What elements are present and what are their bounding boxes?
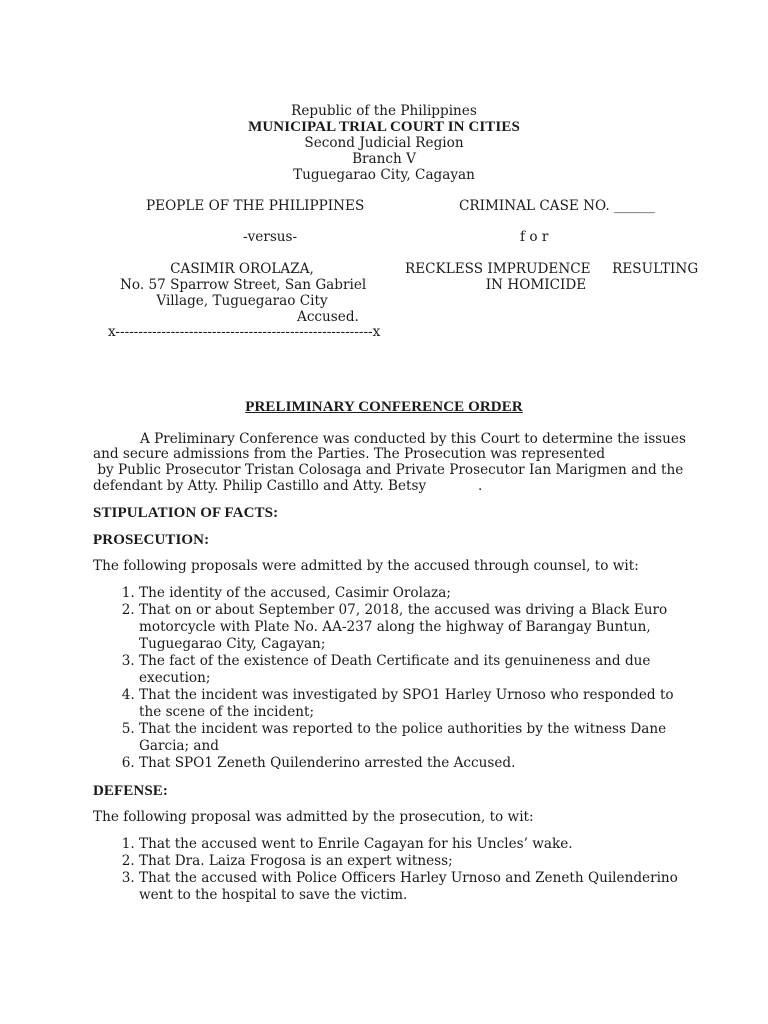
header-court: MUNICIPAL TRIAL COURT IN CITIES (248, 119, 520, 135)
header-branch: Branch V (352, 151, 416, 167)
list-item: 5. That the incident was reported to the police authorities by the witness Dane Garcia; and (139, 721, 699, 755)
order-title: PRELIMINARY CONFERENCE ORDER (245, 399, 523, 415)
versus-label: -versus- (243, 229, 298, 245)
list-item: 3. That the accused with Police Officers Harley Urnoso and Zeneth Quilenderino went to the hospital to save the victim. (139, 870, 699, 904)
accused-name: CASIMIR OROLAZA, (170, 261, 314, 277)
defense-list (93, 836, 699, 904)
caption-separator: x--------------------------------------------------------x (108, 324, 381, 340)
offense-line2: IN HOMICIDE (485, 277, 587, 293)
list-item: 1. The identity of the accused, Casimir Orolaza; (139, 585, 699, 602)
defense-heading: DEFENSE: (93, 783, 168, 799)
list-item: 2. That Dra. Laiza Frogosa is an expert witness; (139, 853, 699, 870)
header-region: Second Judicial Region (304, 135, 464, 151)
list-item: 4. That the incident was investigated by SPO1 Harley Urnoso who responded to the scene of the incident; (139, 687, 699, 721)
list-item: 1. That the accused went to Enrile Cagayan for his Uncles’ wake. (139, 836, 699, 853)
intro-line-4: defendant by Atty. Philip Castillo and Atty. Betsy . (93, 478, 483, 494)
stipulation-heading: STIPULATION OF FACTS: (93, 505, 279, 521)
list-item: 2. That on or about September 07, 2018, the accused was driving a Black Euro motorcycle with Plate No. AA-237 along the highway of Barangay Buntun, Tuguegarao City, Cagayan; (139, 602, 699, 653)
intro-line-2: and secure admissions from the Parties. The Prosecution was represented (93, 446, 606, 462)
prosecution-list (93, 585, 699, 772)
intro-line-3: by Public Prosecutor Tristan Colosaga and Private Prosecutor Ian Marigmen and the (93, 462, 684, 478)
offense-line1: RECKLESS IMPRUDENCE RESULTING (405, 261, 699, 277)
accused-address-line2: Village, Tuguegarao City (156, 293, 328, 309)
intro-line-1: A Preliminary Conference was conducted by this Court to determine the issues (140, 431, 686, 447)
case-number: CRIMINAL CASE NO. ______ (459, 198, 655, 214)
prosecution-heading: PROSECUTION: (93, 532, 210, 548)
defense-lead: The following proposal was admitted by the prosecution, to wit: (93, 809, 534, 825)
plaintiff-name: PEOPLE OF THE PHILIPPINES (146, 198, 365, 214)
prosecution-lead: The following proposals were admitted by the accused through counsel, to wit: (93, 558, 639, 574)
accused-label: Accused. (297, 309, 359, 325)
for-label: f o r (520, 229, 549, 245)
header-republic: Republic of the Philippines (291, 103, 477, 119)
list-item: 6. That SPO1 Zeneth Quilenderino arrested the Accused. (139, 755, 699, 772)
accused-address-line1: No. 57 Sparrow Street, San Gabriel (120, 277, 367, 293)
list-item: 3. The fact of the existence of Death Certificate and its genuineness and due execution; (139, 653, 699, 687)
header-city: Tuguegarao City, Cagayan (293, 167, 475, 183)
